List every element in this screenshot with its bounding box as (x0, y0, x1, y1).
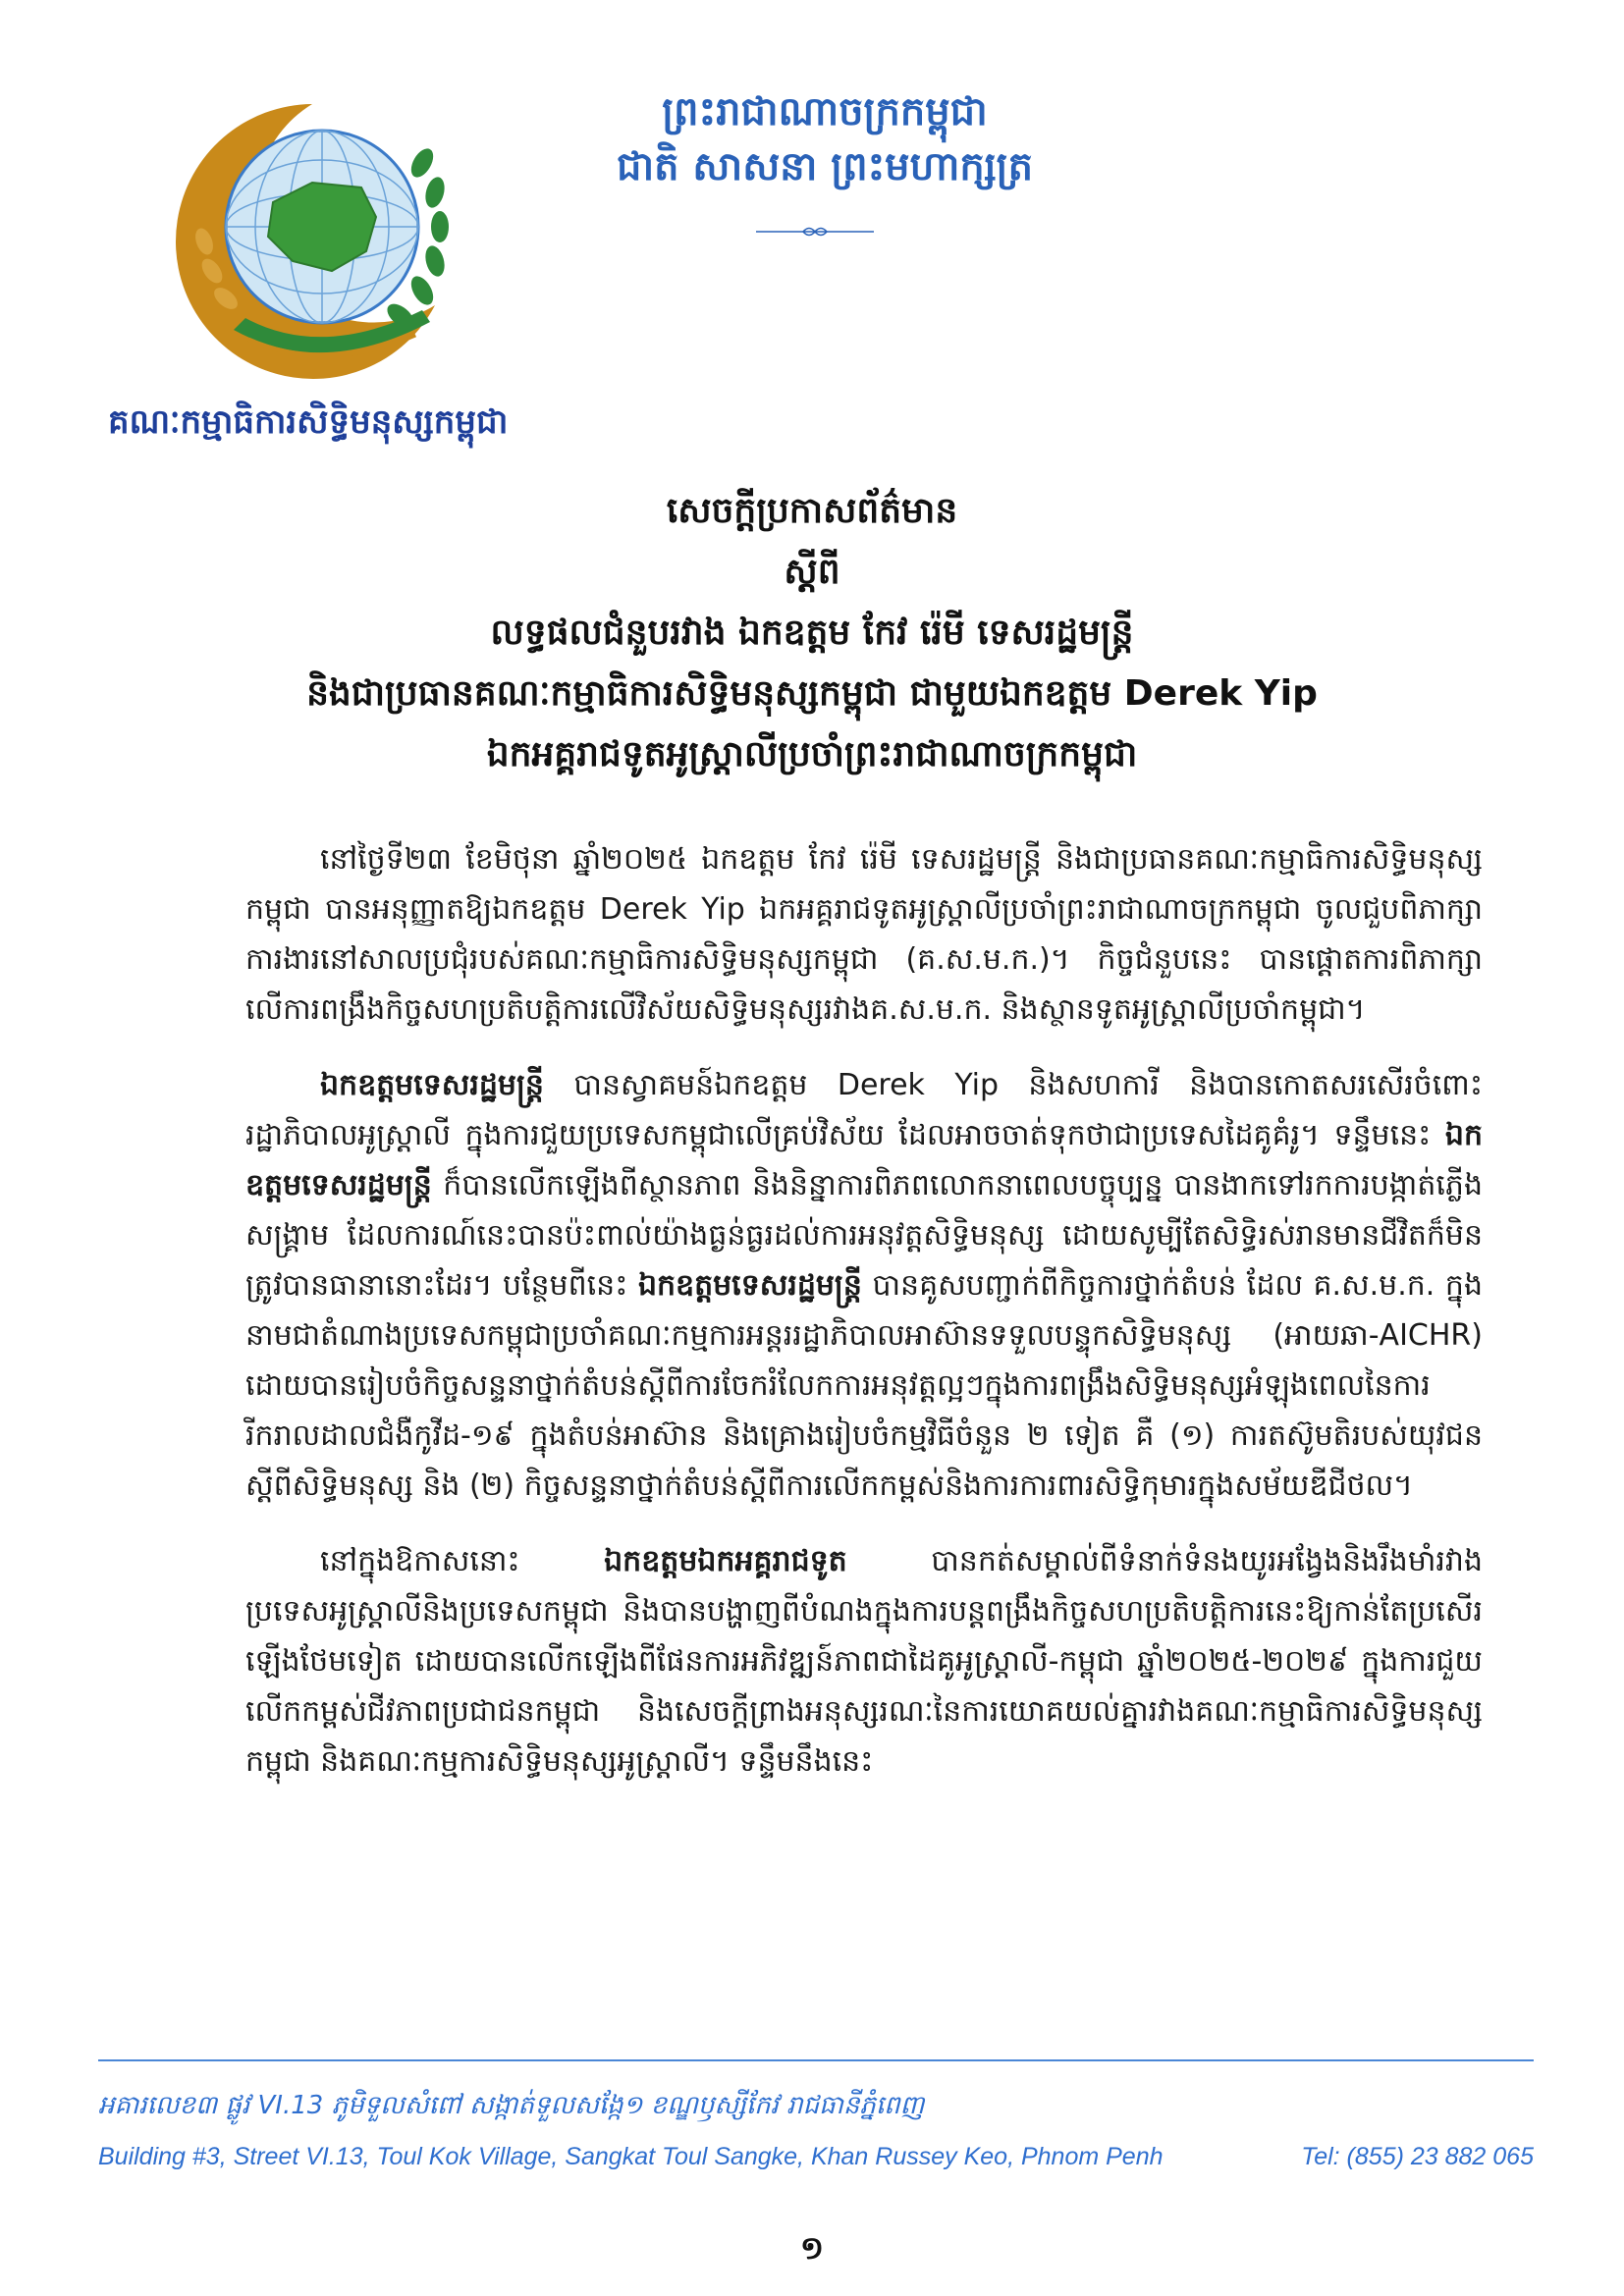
title-line-1: សេចក្តីប្រកាសព័ត៌មាន (666, 491, 958, 531)
page-number: ១ (799, 2229, 825, 2267)
chr-emblem-icon (165, 94, 469, 379)
bold-lead: ឯកឧត្តមទេសរដ្ឋមន្ត្រី (245, 1118, 1483, 1202)
kingdom-line-2: ជាតិ សាសនា ព្រះមហាក្សត្រ (617, 143, 1033, 189)
title-line-2: ស្តីពី (784, 552, 840, 592)
paragraph-3-text: បានកត់សម្គាល់ពីទំនាក់ទំនងយូរអង្វែងនិងរឹងមាំរវាងប្រទេសអូស្ត្រាលីនិងប្រទេសកម្ពុជា និងបានបង្ហាញពីបំណងក្នុងការបន្តពង្រឹងកិច្ចសហប្រតិបត្តិការនេះឱ្យកាន់តែប្រសើរឡើងថែមទៀត ដោយបានលើកឡើងពីផែនការអភិវឌ្ឍន៍ភាពជាដៃគូអូស្ត្រាលី-កម្ពុជា ឆ្នាំ២០២៥-២០២៩ ក្នុងការជួយលើកកម្ពស់ជីវភាពប្រជាជនកម្ពុជា និងសេចក្តីព្រាងអនុស្សរណៈនៃការយោគយល់គ្នារវាងគណៈកម្មាធិការសិទ្ធិមនុស្សកម្ពុជា និងគណៈកម្មការសិទ្ធិមនុស្សអូស្ត្រាលី។ ទន្ទឹមនឹងនេះ (245, 1544, 1483, 1779)
ornament-divider-icon (756, 224, 874, 240)
bold-lead: ឯកឧត្តមទេសរដ្ឋមន្ត្រី (637, 1268, 862, 1303)
document-title (128, 481, 1496, 785)
bold-lead: ឯកឧត្តមឯកអគ្គរាជទូត (604, 1544, 847, 1578)
title-line-5: ឯកអគ្គរាជទូតអូស្ត្រាលីប្រចាំព្រះរាជាណាចក្រកម្ពុជា (486, 734, 1138, 774)
paragraph-3-pre: នៅក្នុងឱកាសនោះ (320, 1544, 605, 1578)
title-line-4: និងជាប្រធានគណៈកម្មាធិការសិទ្ធិមនុស្សកម្ពុជា ជាមួយឯកឧត្តម Derek Yip (306, 673, 1318, 714)
document-body (245, 834, 1483, 1812)
footer-telephone: Tel: (855) 23 882 065 (1301, 2143, 1534, 2170)
paragraph-2 (245, 1060, 1483, 1511)
footer-divider (98, 2059, 1534, 2061)
bold-lead: ឯកឧត្តមទេសរដ្ឋមន្ត្រី (320, 1068, 544, 1102)
paragraph-1: នៅថ្ងៃទី២៣ ខែមិថុនា ឆ្នាំ២០២៥ ឯកឧត្តម កែវ រ៉េមី ទេសរដ្ឋមន្ត្រី និងជាប្រធានគណៈកម្មាធិការសិទ្ធិមនុស្សកម្ពុជា បានអនុញ្ញាតឱ្យឯកឧត្តម Derek Yip ឯកអគ្គរាជទូតអូស្ត្រាលីប្រចាំព្រះរាជាណាចក្រកម្ពុជា ចូលជួបពិភាក្សាការងារនៅសាលប្រជុំរបស់គណៈកម្មាធិការសិទ្ធិមនុស្សកម្ពុជា (គ.ស.ម.ក.)។ កិច្ចជំនួបនេះ បានផ្តោតការពិភាក្សាលើការពង្រឹងកិច្ចសហប្រតិបត្តិការលើវិស័យសិទ្ធិមនុស្សរវាងគ.ស.ម.ក. និងស្ថានទូតអូស្ត្រាលីប្រចាំកម្ពុជា។ (245, 842, 1483, 1027)
footer-address-khmer: អគារលេខ៣ ផ្លូវ VI.13 ភូមិទួលសំពៅ សង្កាត់ទួលសង្កែ១ ខណ្ឌឫស្សីកែវ រាជធានីភ្នំពេញ (98, 2091, 925, 2120)
paragraph-3 (245, 1536, 1483, 1787)
title-line-3: លទ្ធផលជំនួបរវាង ឯកឧត្តម កែវ រ៉េមី ទេសរដ្ឋមន្ត្រី (490, 613, 1134, 653)
paragraph-2-text-c: បានគូសបញ្ជាក់ពីកិច្ចការថ្នាក់តំបន់ ដែល គ.ស.ម.ក. ក្នុងនាមជាតំណាងប្រទេសកម្ពុជាប្រចាំគណៈកម្មការអន្តររដ្ឋាភិបាលអាស៊ានទទួលបន្ទុកសិទ្ធិមនុស្ស (អាយឆា-AICHR) ដោយបានរៀបចំកិច្ចសន្ទនាថ្នាក់តំបន់ស្តីពីការចែករំលែកការអនុវត្តល្អៗក្នុងការពង្រឹងសិទ្ធិមនុស្សអំឡុងពេលនៃការរីករាលដាលជំងឺកូវីដ-១៩ ក្នុងតំបន់អាស៊ាន និងគ្រោងរៀបចំកម្មវិធីចំនួន ២ ទៀត គឺ (១) ការតស៊ូមតិរបស់យុវជនស្តីពីសិទ្ធិមនុស្ស និង (២) កិច្ចសន្ទនាថ្នាក់តំបន់ស្តីពីការលើកកម្ពស់និងការការពារសិទ្ធិកុមារក្នុងសម័យឌីជីថល។ (245, 1268, 1484, 1503)
organization-name: គណៈកម្មាធិការសិទ្ធិមនុស្សកម្ពុជា (108, 402, 509, 442)
paragraph-2-text-a: បានស្វាគមន៍ឯកឧត្តម Derek Yip និងសហការី និងបានកោតសរសើរចំពោះរដ្ឋាភិបាលអូស្ត្រាលី ក្នុងការជួយប្រទេសកម្ពុជាលើគ្រប់វិស័យ ដែលអាចចាត់ទុកថាជាប្រទេសដៃគូគំរូ។ ទន្ទឹមនេះ (245, 1068, 1483, 1152)
footer-address-english: Building #3, Street VI.13, Toul Kok Village, Sangkat Toul Sangke, Khan Russey Keo, Phnom Penh (98, 2143, 1164, 2170)
kingdom-line-1: ព្រះរាជាណាចក្រកម្ពុជា (662, 88, 988, 134)
paragraph-2-text-b: ក៏បានលើកឡើងពីស្ថានភាព និងនិន្នាការពិភពលោកនាពេលបច្ចុប្បន្ន បានងាកទៅរកការបង្កាត់ភ្លើងសង្គ្រាម ដែលការណ៍នេះបានប៉ះពាល់យ៉ាងធ្ងន់ធ្ងរដល់ការអនុវត្តសិទ្ធិមនុស្ស ដោយសូម្បីតែសិទ្ធិរស់រានមានជីវិតក៏មិនត្រូវបានធានានោះដែរ។ បន្ថែមពីនេះ (245, 1168, 1483, 1303)
kingdom-motto (530, 84, 1119, 194)
